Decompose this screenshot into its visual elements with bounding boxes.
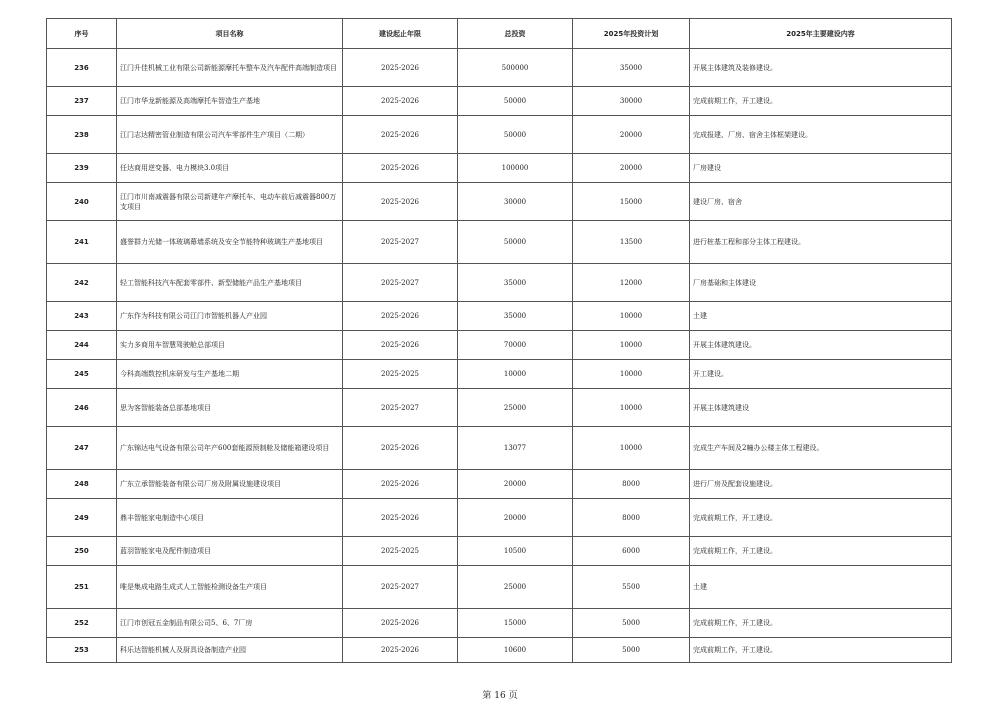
cell-2025-plan: 6000 bbox=[573, 537, 690, 566]
cell-total-investment: 50000 bbox=[458, 116, 573, 154]
cell-index: 240 bbox=[47, 183, 117, 221]
cell-project-name: 科乐达智能机械人及厨具设备制造产业园 bbox=[117, 638, 343, 663]
cell-2025-plan: 20000 bbox=[573, 154, 690, 183]
cell-period: 2025-2026 bbox=[343, 87, 458, 116]
cell-2025-content: 厂房基础和主体建设 bbox=[690, 264, 952, 302]
table-row bbox=[47, 638, 952, 663]
cell-2025-content: 厂房建设 bbox=[690, 154, 952, 183]
cell-project-name: 鼎丰智能家电制造中心项目 bbox=[117, 499, 343, 537]
cell-project-name: 江门市川南减震器有限公司新建年产摩托车、电动车前后减震器800万支项目 bbox=[117, 183, 343, 221]
cell-total-investment: 10500 bbox=[458, 537, 573, 566]
cell-project-name: 江门市华龙新能源及高端摩托车智造生产基地 bbox=[117, 87, 343, 116]
cell-2025-content: 完成报建、厂房、宿舍主体框架建设。 bbox=[690, 116, 952, 154]
table-row bbox=[47, 154, 952, 183]
table-row bbox=[47, 609, 952, 638]
cell-period: 2025-2026 bbox=[343, 116, 458, 154]
cell-2025-content: 土建 bbox=[690, 566, 952, 609]
cell-period: 2025-2026 bbox=[343, 609, 458, 638]
cell-2025-plan: 30000 bbox=[573, 87, 690, 116]
cell-2025-plan: 8000 bbox=[573, 470, 690, 499]
table-row bbox=[47, 537, 952, 566]
cell-2025-plan: 10000 bbox=[573, 360, 690, 389]
page-number: 第 16 页 bbox=[482, 691, 518, 701]
cell-project-name: 盛誉群力光储一体玻璃幕墙系统及安全节能特种玻璃生产基地项目 bbox=[117, 221, 343, 264]
cell-total-investment: 500000 bbox=[458, 49, 573, 87]
table-row bbox=[47, 566, 952, 609]
table-header-row bbox=[47, 19, 952, 49]
cell-index: 252 bbox=[47, 609, 117, 638]
table-row bbox=[47, 427, 952, 470]
cell-total-investment: 20000 bbox=[458, 499, 573, 537]
cell-2025-content: 进行厂房及配套设施建设。 bbox=[690, 470, 952, 499]
cell-index: 243 bbox=[47, 302, 117, 331]
cell-period: 2025-2026 bbox=[343, 302, 458, 331]
cell-total-investment: 35000 bbox=[458, 264, 573, 302]
cell-period: 2025-2026 bbox=[343, 331, 458, 360]
cell-period: 2025-2026 bbox=[343, 427, 458, 470]
cell-2025-plan: 10000 bbox=[573, 427, 690, 470]
cell-2025-content: 开展主体建筑建设 bbox=[690, 389, 952, 427]
header-2025-plan: 2025年投资计划 bbox=[573, 19, 690, 49]
cell-project-name: 实力多商用车智慧驾驶舱总部项目 bbox=[117, 331, 343, 360]
cell-2025-plan: 5000 bbox=[573, 609, 690, 638]
header-2025-content: 2025年主要建设内容 bbox=[690, 19, 952, 49]
cell-period: 2025-2026 bbox=[343, 499, 458, 537]
cell-index: 246 bbox=[47, 389, 117, 427]
cell-2025-plan: 5000 bbox=[573, 638, 690, 663]
table-row bbox=[47, 389, 952, 427]
cell-period: 2025-2025 bbox=[343, 360, 458, 389]
table-row bbox=[47, 331, 952, 360]
cell-index: 241 bbox=[47, 221, 117, 264]
cell-total-investment: 25000 bbox=[458, 389, 573, 427]
cell-2025-plan: 15000 bbox=[573, 183, 690, 221]
cell-index: 237 bbox=[47, 87, 117, 116]
header-project-name: 项目名称 bbox=[117, 19, 343, 49]
cell-2025-content: 完成前期工作，开工建设。 bbox=[690, 638, 952, 663]
cell-index: 248 bbox=[47, 470, 117, 499]
cell-project-name: 江门市创冠五金制品有限公司5、6、7厂房 bbox=[117, 609, 343, 638]
cell-index: 250 bbox=[47, 537, 117, 566]
cell-project-name: 广东立承智能装备有限公司厂房及附属设施建设项目 bbox=[117, 470, 343, 499]
cell-total-investment: 10000 bbox=[458, 360, 573, 389]
cell-project-name: 今科高端数控机床研发与生产基地二期 bbox=[117, 360, 343, 389]
cell-period: 2025-2025 bbox=[343, 537, 458, 566]
cell-total-investment: 13077 bbox=[458, 427, 573, 470]
cell-period: 2025-2026 bbox=[343, 49, 458, 87]
cell-index: 245 bbox=[47, 360, 117, 389]
cell-2025-content: 开展主体建筑建设。 bbox=[690, 331, 952, 360]
cell-2025-content: 完成前期工作，开工建设。 bbox=[690, 87, 952, 116]
cell-2025-content: 进行桩基工程和部分主体工程建设。 bbox=[690, 221, 952, 264]
cell-2025-content: 完成生产车间及2幢办公楼主体工程建设。 bbox=[690, 427, 952, 470]
cell-period: 2025-2026 bbox=[343, 154, 458, 183]
cell-period: 2025-2027 bbox=[343, 264, 458, 302]
table-row bbox=[47, 360, 952, 389]
cell-period: 2025-2027 bbox=[343, 221, 458, 264]
cell-total-investment: 30000 bbox=[458, 183, 573, 221]
cell-project-name: 唯是集成电路生成式人工智能检测设备生产项目 bbox=[117, 566, 343, 609]
table-row bbox=[47, 183, 952, 221]
cell-2025-content: 完成前期工作，开工建设。 bbox=[690, 609, 952, 638]
cell-index: 249 bbox=[47, 499, 117, 537]
cell-index: 244 bbox=[47, 331, 117, 360]
table-row bbox=[47, 264, 952, 302]
cell-index: 253 bbox=[47, 638, 117, 663]
table-row bbox=[47, 87, 952, 116]
cell-2025-content: 建设厂房、宿舍 bbox=[690, 183, 952, 221]
table-row bbox=[47, 499, 952, 537]
cell-index: 251 bbox=[47, 566, 117, 609]
cell-index: 242 bbox=[47, 264, 117, 302]
cell-total-investment: 35000 bbox=[458, 302, 573, 331]
header-period: 建设起止年限 bbox=[343, 19, 458, 49]
cell-2025-content: 开展主体建筑及装修建设。 bbox=[690, 49, 952, 87]
project-table bbox=[46, 18, 952, 663]
cell-total-investment: 50000 bbox=[458, 221, 573, 264]
cell-project-name: 轻工智能科技汽车配套零部件、新型储能产品生产基地项目 bbox=[117, 264, 343, 302]
cell-2025-plan: 13500 bbox=[573, 221, 690, 264]
cell-2025-plan: 10000 bbox=[573, 389, 690, 427]
cell-period: 2025-2026 bbox=[343, 638, 458, 663]
table-row bbox=[47, 302, 952, 331]
cell-project-name: 思为客智能装备总部基地项目 bbox=[117, 389, 343, 427]
cell-2025-plan: 12000 bbox=[573, 264, 690, 302]
cell-total-investment: 20000 bbox=[458, 470, 573, 499]
cell-index: 236 bbox=[47, 49, 117, 87]
cell-2025-plan: 20000 bbox=[573, 116, 690, 154]
cell-project-name: 广东锦达电气设备有限公司年产600套能源预制舱及储能箱建设项目 bbox=[117, 427, 343, 470]
cell-2025-content: 开工建设。 bbox=[690, 360, 952, 389]
cell-2025-content: 完成前期工作，开工建设。 bbox=[690, 499, 952, 537]
cell-project-name: 任达商用逆变器、电力模块3.0项目 bbox=[117, 154, 343, 183]
cell-period: 2025-2026 bbox=[343, 183, 458, 221]
cell-index: 238 bbox=[47, 116, 117, 154]
cell-total-investment: 25000 bbox=[458, 566, 573, 609]
cell-project-name: 广东作为科技有限公司江门市智能机器人产业园 bbox=[117, 302, 343, 331]
cell-index: 247 bbox=[47, 427, 117, 470]
cell-2025-content: 土建 bbox=[690, 302, 952, 331]
cell-total-investment: 70000 bbox=[458, 331, 573, 360]
cell-2025-plan: 10000 bbox=[573, 302, 690, 331]
cell-period: 2025-2027 bbox=[343, 389, 458, 427]
table-row bbox=[47, 116, 952, 154]
table-row bbox=[47, 470, 952, 499]
cell-total-investment: 100000 bbox=[458, 154, 573, 183]
cell-project-name: 江门志达精密管业制造有限公司汽车零部件生产项目（二期） bbox=[117, 116, 343, 154]
cell-2025-plan: 35000 bbox=[573, 49, 690, 87]
cell-2025-plan: 10000 bbox=[573, 331, 690, 360]
cell-period: 2025-2026 bbox=[343, 470, 458, 499]
cell-total-investment: 15000 bbox=[458, 609, 573, 638]
cell-project-name: 江门升佳机械工业有限公司新能源摩托车整车及汽车配件高端制造项目 bbox=[117, 49, 343, 87]
cell-index: 239 bbox=[47, 154, 117, 183]
table-row bbox=[47, 49, 952, 87]
table-body bbox=[47, 49, 952, 663]
cell-2025-content: 完成前期工作，开工建设。 bbox=[690, 537, 952, 566]
cell-total-investment: 50000 bbox=[458, 87, 573, 116]
project-table-page bbox=[46, 18, 951, 663]
table-row bbox=[47, 221, 952, 264]
cell-2025-plan: 8000 bbox=[573, 499, 690, 537]
header-total-investment: 总投资 bbox=[458, 19, 573, 49]
header-index: 序号 bbox=[47, 19, 117, 49]
cell-2025-plan: 5500 bbox=[573, 566, 690, 609]
cell-project-name: 蓝羽智能家电及配件制造项目 bbox=[117, 537, 343, 566]
cell-period: 2025-2027 bbox=[343, 566, 458, 609]
cell-total-investment: 10600 bbox=[458, 638, 573, 663]
